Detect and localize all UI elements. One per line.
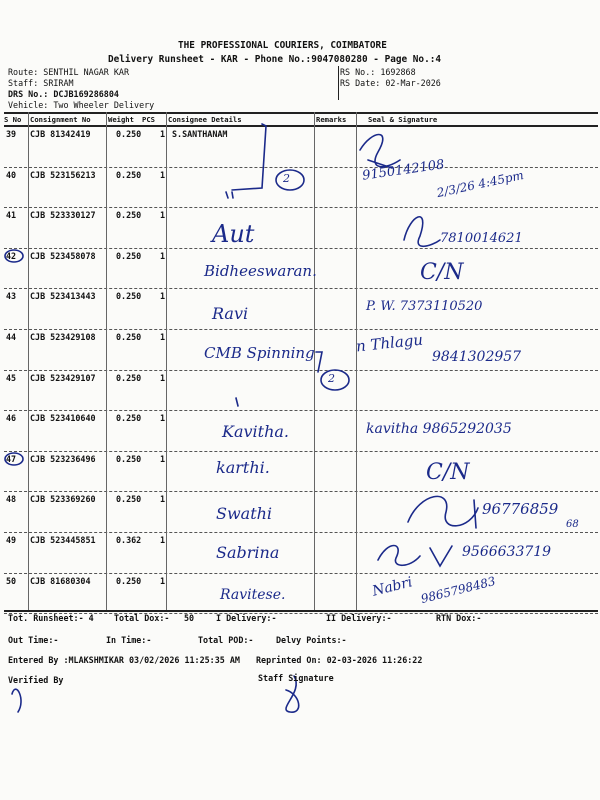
- hw-r50-number: 9865798483: [419, 573, 497, 607]
- row-divider: [4, 167, 598, 168]
- col-pcs: PCS: [142, 115, 155, 124]
- row-divider: [4, 573, 598, 574]
- row-consignment-no: CJB 523156213: [30, 169, 96, 180]
- row-weight: 0.250: [116, 129, 142, 139]
- row-pcs: 1: [160, 413, 166, 424]
- staff-signature-label: Staff Signature: [258, 673, 334, 683]
- row-sno: 41: [6, 210, 17, 221]
- col-consignee: Consignee Details: [168, 115, 242, 124]
- ii-delivery: II Delivery:-: [326, 613, 392, 623]
- row-sno: 50: [6, 575, 17, 586]
- row-sno: 49: [6, 535, 17, 545]
- rs-date: RS Date: 02-Mar-2026: [340, 78, 441, 88]
- row-pcs: 1: [160, 129, 166, 139]
- hw-r48-number: 96776859: [482, 500, 559, 518]
- total-pod: Total POD:-: [198, 635, 254, 645]
- col-consignment: Consignment No: [30, 115, 91, 124]
- hw-r43-name: Ravi: [212, 304, 249, 323]
- hw-r40-circle-num: 2: [283, 172, 290, 185]
- hw-r47-name: karthi.: [216, 458, 270, 477]
- hw-r45-circle-num: 2: [328, 372, 335, 385]
- row-weight: 0.250: [116, 291, 142, 302]
- row-consignee: S.SANTHANAM: [172, 129, 228, 139]
- row-sno: 48: [6, 494, 17, 505]
- row-pcs: 1: [160, 494, 166, 505]
- column-divider: [28, 112, 29, 610]
- row-divider: [4, 207, 598, 208]
- hw-r48-name: Swathi: [216, 504, 273, 523]
- col-seal-signature: Seal & Signature: [368, 115, 438, 124]
- row-divider: [4, 370, 598, 371]
- tot-runsheet: Tot. Runsheet:- 4: [8, 613, 94, 623]
- row-pcs: 1: [160, 453, 166, 464]
- row-sno: 47: [6, 453, 17, 464]
- hw-r44-sig: n Thlagu: [355, 330, 424, 356]
- row-consignment-no: CJB 523429107: [30, 372, 96, 383]
- row-consignment-no: CJB 523410640: [30, 413, 96, 424]
- hw-r44-name: CMB Spinning: [204, 344, 315, 362]
- column-divider: [356, 112, 357, 610]
- sig-scribble-39: [360, 135, 400, 169]
- hw-r46-name: Kavitha.: [222, 422, 290, 441]
- row-pcs: 1: [160, 250, 166, 261]
- hw-r43-sig: P. W. 7373110520: [366, 299, 483, 314]
- row-weight: 0.250: [116, 413, 142, 424]
- column-divider: [106, 112, 107, 610]
- row-consignment-no: CJB 523445851: [30, 535, 96, 545]
- row-pcs: 1: [160, 535, 166, 545]
- table-top-rule: [4, 112, 598, 114]
- row-divider: [4, 532, 598, 533]
- bracket-mark: [232, 124, 266, 190]
- row-weight: 0.362: [116, 535, 142, 545]
- col-weight: Weight: [108, 115, 134, 124]
- row-weight: 0.250: [116, 210, 142, 221]
- row-pcs: 1: [160, 372, 166, 383]
- rs-number: RS No.: 1692868: [340, 67, 416, 77]
- staff-label: Staff: SRIRAM: [8, 78, 74, 88]
- header-divider: [338, 66, 339, 100]
- row-divider: [4, 410, 598, 411]
- sig-scribble-49: [378, 546, 420, 566]
- table-bottom-rule: [4, 610, 598, 612]
- total-dox-value: 50: [184, 613, 195, 623]
- rtn-dox: RTN Dox:-: [436, 613, 482, 623]
- hw-r46-sig: kavitha 9865292035: [366, 421, 512, 437]
- row-weight: 0.250: [116, 169, 142, 180]
- sig-scribble-41: [404, 217, 440, 247]
- runsheet-subtitle: Delivery Runsheet - KAR - Phone No.:9047080280 - Page No.:4: [108, 54, 442, 65]
- row-pcs: 1: [160, 169, 166, 180]
- hw-r42-sig: C/N: [420, 260, 464, 285]
- row-weight: 0.250: [116, 332, 142, 342]
- hw-r49-number: 9566633719: [462, 544, 552, 560]
- row-divider: [4, 491, 598, 492]
- row-consignment-no: CJB 523429108: [30, 332, 96, 342]
- row-pcs: 1: [160, 332, 166, 342]
- row-pcs: 1: [160, 210, 166, 221]
- hw-r41-number: 7810014621: [440, 231, 523, 246]
- row-pcs: 1: [160, 291, 166, 302]
- row-sno: 45: [6, 372, 17, 383]
- verified-by: Verified By: [8, 675, 64, 685]
- hw-r47-sig: C/N: [426, 460, 470, 485]
- hw-r39-date: 2/3/26 4:45pm: [435, 167, 525, 201]
- row-sno: 42: [6, 250, 17, 261]
- hw-r44-number: 9841302957: [432, 349, 522, 365]
- row-divider: [4, 329, 598, 330]
- hw-r39-number: 9150142108: [361, 157, 446, 184]
- hw-r42-name: Bidheeswaran.: [204, 262, 317, 280]
- in-time: In Time:-: [106, 635, 152, 645]
- row-weight: 0.250: [116, 575, 142, 586]
- row-weight: 0.250: [116, 250, 142, 261]
- hw-r50-name: Ravitese.: [220, 587, 286, 603]
- row-consignment-no: CJB 523330127: [30, 210, 96, 221]
- row-consignment-no: CJB 523369260: [30, 494, 96, 505]
- row-sno: 44: [6, 332, 17, 342]
- row-sno: 39: [6, 129, 17, 139]
- row-sno: 40: [6, 169, 17, 180]
- col-remarks: Remarks: [316, 115, 347, 124]
- circle-mark-40: [276, 170, 304, 190]
- out-time: Out Time:-: [8, 635, 59, 645]
- row-divider: [4, 248, 598, 249]
- hw-r50-sig: Nabri: [370, 574, 415, 600]
- col-sno: S No: [4, 115, 22, 124]
- total-dox-label: Total Dox:-: [114, 613, 170, 623]
- row-divider: [4, 451, 598, 452]
- route-label: Route: SENTHIL NAGAR KAR: [8, 67, 130, 77]
- verified-sig-scribble: [12, 689, 21, 712]
- reprinted-on: Reprinted On: 02-03-2026 11:26:22: [256, 655, 423, 665]
- table-header-rule: [4, 125, 598, 127]
- drs-number: DRS No.: DCJB169286804: [8, 89, 119, 99]
- row-sno: 43: [6, 291, 17, 302]
- vehicle-label: Vehicle: Two Wheeler Delivery: [8, 100, 155, 110]
- row-consignment-no: CJB 523458078: [30, 250, 96, 261]
- column-divider: [166, 112, 167, 610]
- row-weight: 0.250: [116, 494, 142, 505]
- row-weight: 0.250: [116, 453, 142, 464]
- i-delivery: I Delivery:-: [216, 613, 277, 623]
- hw-r49-name: Sabrina: [216, 543, 280, 562]
- row-consignment-no: CJB 81342419: [30, 129, 91, 139]
- hw-r48-extra: 68: [566, 519, 579, 530]
- company-name: THE PROFESSIONAL COURIERS, COIMBATORE: [178, 40, 387, 51]
- circle-mark-45: [321, 370, 349, 390]
- row-consignment-no: CJB 523236496: [30, 453, 96, 464]
- row-divider: [4, 288, 598, 289]
- hw-r41-name: Aut: [212, 220, 255, 248]
- row-weight: 0.250: [116, 372, 142, 383]
- row-consignment-no: CJB 523413443: [30, 291, 96, 302]
- entered-by: Entered By :MLAKSHMIKAR 03/02/2026 11:25:35 AM: [8, 655, 240, 665]
- row-pcs: 1: [160, 575, 166, 586]
- sig-scribble-48: [408, 496, 478, 525]
- delvy-points: Delvy Points:-: [276, 635, 347, 645]
- row-consignment-no: CJB 81680304: [30, 575, 91, 586]
- row-sno: 46: [6, 413, 17, 424]
